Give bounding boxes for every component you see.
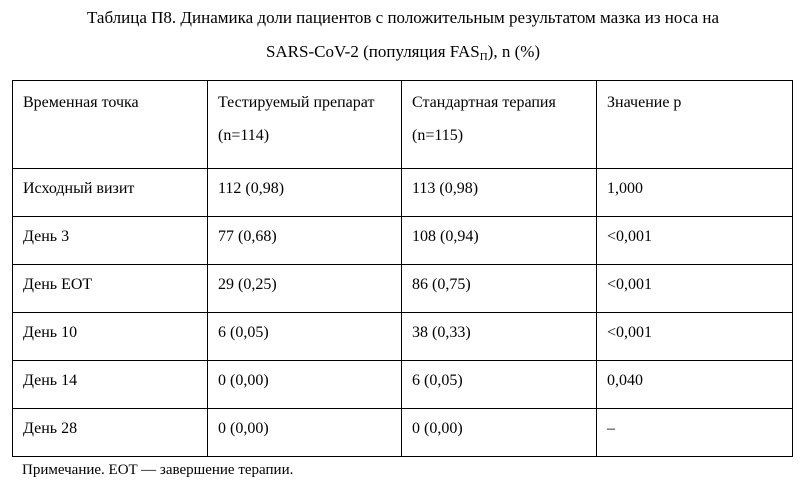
cell-standard-therapy: 0 (0,00) [402,409,597,457]
cell-p-value: <0,001 [597,217,793,265]
cell-timepoint: День 14 [13,361,208,409]
cell-p-value: 0,040 [597,361,793,409]
cell-p-value: <0,001 [597,265,793,313]
table-caption-line-2 [0,42,806,62]
cell-test-drug: 0 (0,00) [208,409,402,457]
table-row [13,217,793,265]
cell-timepoint: Исходный визит [13,169,208,217]
cell-test-drug: 77 (0,68) [208,217,402,265]
cell-timepoint: День 28 [13,409,208,457]
cell-timepoint: День 10 [13,313,208,361]
table-caption-line-1: Таблица П8. Динамика доли пациентов с положительным результатом мазка из носа на [86,8,720,27]
table-header-row [13,81,793,169]
caption-subscript: П [479,51,488,63]
cell-p-value: 1,000 [597,169,793,217]
table-row [13,313,793,361]
table-note: Примечание. EOT — завершение терапии. [22,462,294,478]
header-cell-timepoint: Временная точка [13,81,208,169]
cell-standard-therapy: 108 (0,94) [402,217,597,265]
header-cell-standard-therapy: Стандартная терапия (n=115) [402,81,597,169]
cell-timepoint: День EOT [13,265,208,313]
table-row [13,169,793,217]
cell-standard-therapy: 6 (0,05) [402,361,597,409]
cell-standard-therapy: 86 (0,75) [402,265,597,313]
cell-timepoint: День 3 [13,217,208,265]
header-cell-p-value: Значение p [597,81,793,169]
table-row [13,361,793,409]
header-cell-test-drug: Тестируемый препарат (n=114) [208,81,402,169]
table-row [13,265,793,313]
caption-prefix: SARS-CoV-2 (популяция FAS [265,42,480,61]
cell-p-value: – [597,409,793,457]
table-row [13,409,793,457]
cell-p-value: <0,001 [597,313,793,361]
cell-test-drug: 6 (0,05) [208,313,402,361]
cell-standard-therapy: 38 (0,33) [402,313,597,361]
caption-suffix: ), n (%) [487,42,541,61]
cell-test-drug: 112 (0,98) [208,169,402,217]
cell-standard-therapy: 113 (0,98) [402,169,597,217]
cell-test-drug: 29 (0,25) [208,265,402,313]
results-table [12,80,793,457]
cell-test-drug: 0 (0,00) [208,361,402,409]
